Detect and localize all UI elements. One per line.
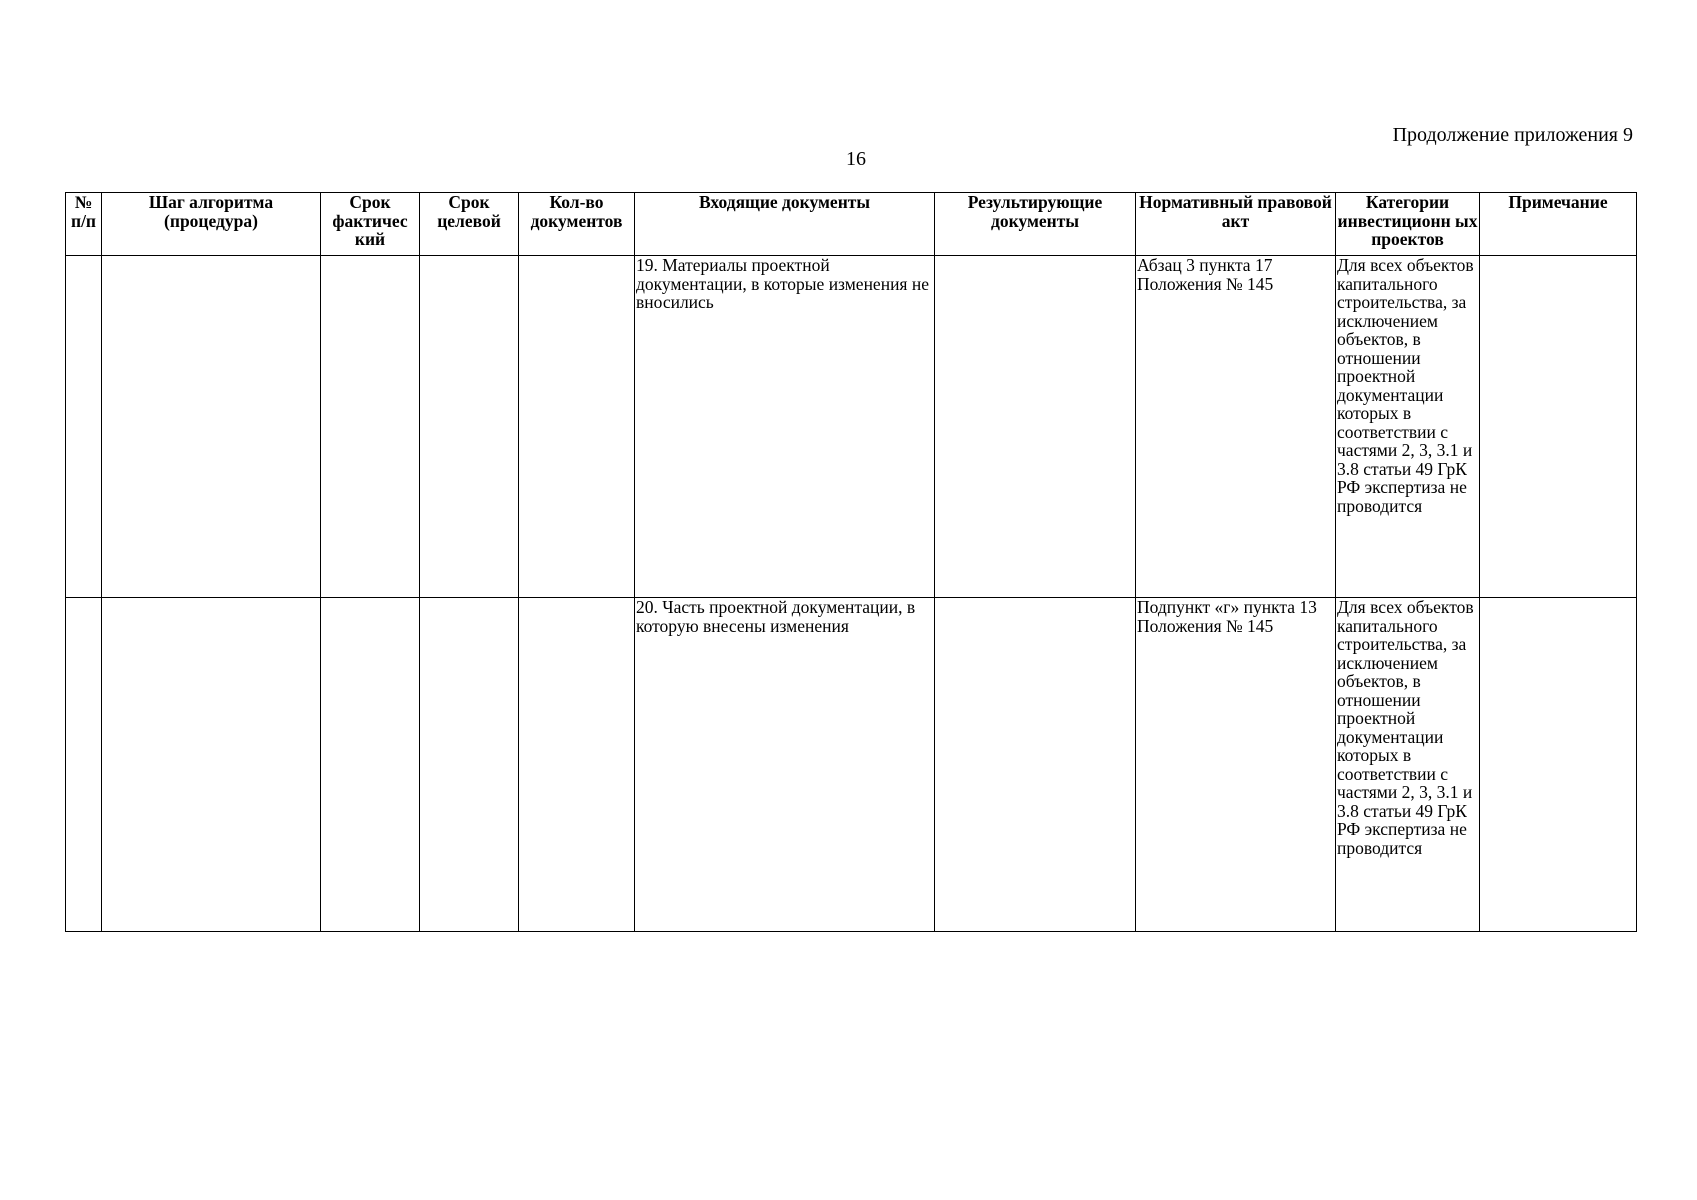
column-header-term-target: Срок целевой	[420, 193, 519, 256]
cell-term-actual	[321, 598, 420, 932]
cell-incoming-docs: 19. Материалы проектной документации, в которые изменения не вносились	[635, 256, 935, 598]
cell-doc-count	[519, 256, 635, 598]
cell-categories: Для всех объектов капитального строительства, за исключением объектов, в отношении проектной документации которых в соответствии с частями 2, 3, 3.1 и 3.8 статьи 49 ГрК РФ экспертиза не проводится	[1336, 256, 1480, 598]
column-header-incoming-docs: Входящие документы	[635, 193, 935, 256]
cell-resulting-docs	[935, 256, 1136, 598]
cell-number	[66, 598, 102, 932]
column-header-term-actual: Срок фактичес кий	[321, 193, 420, 256]
algorithm-table	[65, 192, 1637, 932]
table-row	[66, 598, 1637, 932]
cell-term-target	[420, 256, 519, 598]
page-number: 16	[846, 148, 866, 170]
column-header-legal-act: Нормативный правовой акт	[1136, 193, 1336, 256]
cell-term-target	[420, 598, 519, 932]
cell-note	[1480, 598, 1637, 932]
column-header-doc-count: Кол-во документов	[519, 193, 635, 256]
table-row	[66, 256, 1637, 598]
table-header-row	[66, 193, 1637, 256]
column-header-step: Шаг алгоритма (процедура)	[102, 193, 321, 256]
cell-legal-act: Абзац 3 пункта 17 Положения № 145	[1136, 256, 1336, 598]
cell-note	[1480, 256, 1637, 598]
appendix-label: Продолжение приложения 9	[1392, 124, 1633, 146]
cell-step	[102, 598, 321, 932]
column-header-number: № п/п	[66, 193, 102, 256]
cell-categories: Для всех объектов капитального строительства, за исключением объектов, в отношении проектной документации которых в соответствии с частями 2, 3, 3.1 и 3.8 статьи 49 ГрК РФ экспертиза не проводится	[1336, 598, 1480, 932]
cell-resulting-docs	[935, 598, 1136, 932]
cell-number	[66, 256, 102, 598]
column-header-note: Примечание	[1480, 193, 1637, 256]
cell-term-actual	[321, 256, 420, 598]
cell-doc-count	[519, 598, 635, 932]
column-header-categories: Категории инвестиционн ых проектов	[1336, 193, 1480, 256]
cell-step	[102, 256, 321, 598]
cell-incoming-docs: 20. Часть проектной документации, в которую внесены изменения	[635, 598, 935, 932]
cell-legal-act: Подпункт «г» пункта 13 Положения № 145	[1136, 598, 1336, 932]
column-header-resulting-docs: Результирующие документы	[935, 193, 1136, 256]
